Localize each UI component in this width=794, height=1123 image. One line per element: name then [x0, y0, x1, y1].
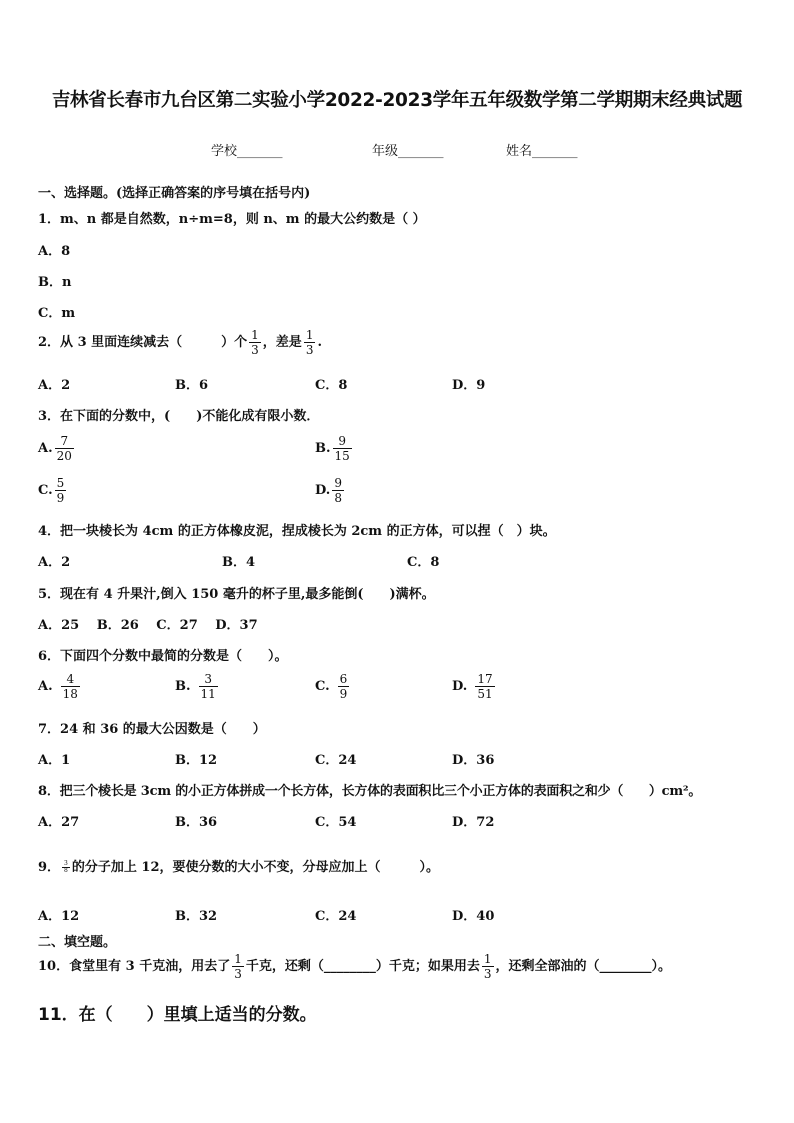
- q4-option-c: C．8: [407, 555, 440, 570]
- denominator: 9: [56, 491, 65, 505]
- q3-option-d: [315, 476, 346, 505]
- q9-stem: [38, 856, 439, 875]
- fraction: [55, 476, 67, 505]
- q1-option-a: A．8: [38, 244, 71, 259]
- option-letter: A.: [38, 441, 53, 456]
- section-2-heading: 二、填空题。: [38, 935, 117, 950]
- q2-option-b: B．6: [175, 378, 209, 393]
- numerator: 5: [56, 476, 65, 490]
- q6-option-b: [175, 672, 220, 701]
- q10-stem: [38, 952, 671, 981]
- numerator: 1: [305, 328, 314, 342]
- q2-stem: [38, 328, 322, 357]
- fraction: [304, 328, 316, 357]
- fraction: [338, 672, 350, 701]
- q3-stem: 3．在下面的分数中，( )不能化成有限小数．: [38, 409, 320, 424]
- q6-option-c: [315, 672, 351, 701]
- denominator: 3: [305, 343, 314, 357]
- numerator: 9: [334, 476, 342, 490]
- fraction: [61, 672, 80, 701]
- q11-stem: 11．在（ ）里填上适当的分数。: [38, 1005, 317, 1025]
- option-letter: D.: [452, 679, 468, 694]
- page-title: 吉林省长春市九台区第二实验小学2022-2023学年五年级数学第二学期期末经典试题: [51, 90, 743, 111]
- q10-text-1: 10．食堂里有 3 千克油，用去了: [38, 959, 231, 974]
- fraction: [232, 952, 244, 981]
- fraction: [333, 434, 352, 463]
- option-letter: D.: [315, 483, 331, 498]
- q7-option-d: D．36: [452, 753, 495, 768]
- fraction: [62, 861, 70, 874]
- fraction: [482, 952, 494, 981]
- q3-option-a: [38, 434, 76, 463]
- numerator: 17: [477, 672, 493, 686]
- q6-option-d: [452, 672, 497, 701]
- denominator: 8: [64, 867, 68, 874]
- q10-text-3: ，还剩全部油的（________）。: [495, 959, 672, 974]
- fraction: [332, 476, 344, 505]
- fraction: [199, 672, 218, 701]
- q8-option-b: B．36: [175, 815, 218, 830]
- numerator: 7: [55, 434, 74, 449]
- fraction: [249, 328, 261, 357]
- fraction: [475, 672, 494, 701]
- denominator: 15: [334, 449, 350, 463]
- question-number: 9．: [38, 860, 61, 875]
- section-1-heading: 一、选择题。(选择正确答案的序号填在括号内): [38, 186, 311, 201]
- denominator: 18: [62, 687, 78, 701]
- denominator: 11: [200, 687, 216, 701]
- q9-option-a: A．12: [38, 909, 80, 924]
- denominator: 3: [251, 343, 259, 357]
- numerator: 1: [483, 952, 492, 966]
- option-letter: C.: [315, 679, 330, 694]
- q7-option-c: C．24: [315, 753, 357, 768]
- option-letter: B.: [315, 441, 331, 456]
- q7-stem: 7．24 和 36 的最大公因数是（ ）: [38, 722, 266, 737]
- q1-stem: 1．m、n 都是自然数，n÷m=8，则 n、m 的最大公约数是（ ）: [38, 212, 426, 227]
- q6-stem: 6．下面四个分数中最简的分数是（ ）。: [38, 649, 288, 664]
- denominator: 9: [339, 687, 348, 701]
- grade-field: 年级_______: [372, 144, 444, 159]
- q7-option-b: B．12: [175, 753, 218, 768]
- q4-stem: 4．把一块棱长为 4cm 的正方体橡皮泥，捏成棱长为 2cm 的正方体，可以捏（ ）块。: [38, 524, 556, 539]
- name-field: 姓名_______: [506, 144, 578, 159]
- numerator: 9: [333, 434, 352, 449]
- denominator: 3: [234, 967, 242, 981]
- q9-option-d: D．40: [452, 909, 495, 924]
- q8-stem: 8．把三个棱长是 3cm 的小正方体拼成一个长方体，长方体的表面积比三个小正方体的表面积之和少（ ）cm²。: [38, 784, 702, 799]
- q8-option-d: D．72: [452, 815, 495, 830]
- q1-option-b: B．n: [38, 275, 72, 290]
- option-letter: A.: [38, 679, 53, 694]
- denominator: 3: [483, 967, 492, 981]
- numerator: 6: [339, 672, 348, 686]
- q5-stem: 5．现在有 4 升果汁,倒入 150 毫升的杯子里,最多能倒( )满杯。: [38, 587, 435, 602]
- q1-option-c: C．m: [38, 306, 76, 321]
- denominator: 8: [334, 491, 342, 505]
- numerator: 1: [251, 328, 259, 342]
- q6-option-a: [38, 672, 82, 701]
- q7-option-a: A．1: [38, 753, 71, 768]
- q4-option-a: A．2: [38, 555, 71, 570]
- q9-text: 的分子加上 12，要使分数的大小不变，分母应加上（ ）。: [71, 860, 439, 875]
- numerator: 1: [234, 952, 242, 966]
- numerator: 3: [64, 860, 68, 867]
- q4-option-b: B．4: [222, 555, 256, 570]
- fraction: [55, 434, 74, 463]
- school-field: 学校_______: [211, 144, 283, 159]
- q8-option-c: C．54: [315, 815, 357, 830]
- q2-option-c: C．8: [315, 378, 348, 393]
- numerator: 3: [199, 672, 218, 687]
- q9-option-c: C．24: [315, 909, 357, 924]
- q2-text-1: 2．从 3 里面连续减去（ ）个: [38, 335, 248, 350]
- q3-option-c: [38, 476, 68, 505]
- q5-options: A．25 B．26 C．27 D．37: [38, 618, 258, 633]
- denominator: 20: [56, 449, 72, 463]
- q2-text-3: .: [317, 335, 322, 350]
- q8-option-a: A．27: [38, 815, 80, 830]
- q2-option-a: A．2: [38, 378, 71, 393]
- denominator: 51: [477, 687, 493, 701]
- q3-option-b: [315, 434, 354, 463]
- q10-text-2: 千克，还剩（________）千克；如果用去: [245, 959, 480, 974]
- q2-text-2: ，差是: [262, 335, 302, 350]
- option-letter: B.: [175, 679, 191, 694]
- q2-option-d: D．9: [452, 378, 486, 393]
- q9-option-b: B．32: [175, 909, 218, 924]
- option-letter: C.: [38, 483, 53, 498]
- numerator: 4: [61, 672, 80, 687]
